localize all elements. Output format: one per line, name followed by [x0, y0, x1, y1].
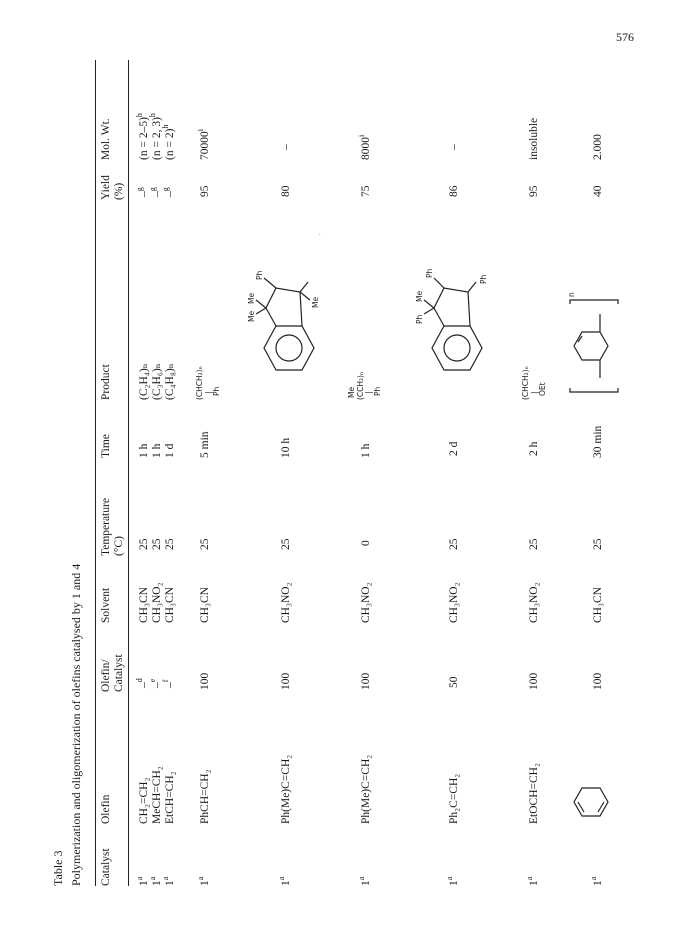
- row5-product: (CHCH₂)ₙ | OEt: [521, 366, 548, 400]
- header-olefin: Olefin: [100, 794, 112, 824]
- row0-temperature: 25 25 25: [138, 538, 177, 550]
- row4-temperature: 25: [448, 538, 460, 550]
- row4-product-indane-structure: [412, 260, 504, 400]
- indane-ph-label-2: Ph: [479, 274, 488, 284]
- indane-me-label-2: Me: [247, 292, 256, 304]
- row0-solvent: CH₃CN CH₃NO₂ CH₃CN: [138, 582, 177, 623]
- row1-solvent: CH₃CN: [199, 587, 211, 623]
- row3-temperature: 0: [360, 540, 372, 546]
- row4-solvent: CH₃NO₂: [448, 582, 460, 623]
- row2-temperature: 25: [280, 538, 292, 550]
- header-product: Product: [100, 364, 112, 400]
- indane-ph-label: Ph: [255, 270, 264, 280]
- row3-time: 1 h: [360, 443, 372, 458]
- rotated-table: [52, 60, 632, 886]
- row1-catalyst: 1$^a$: [196, 876, 211, 886]
- row1-product: (CHCH₂)ₙ | Ph: [195, 366, 222, 400]
- row0-catalyst: 1$^a$ 1$^a$ 1$^a$: [135, 876, 177, 886]
- row1-temperature: 25: [199, 538, 211, 550]
- indane-ph-label-1: Ph: [415, 314, 424, 324]
- row4-ratio: 50: [448, 676, 460, 688]
- indane-ph-label-3: Ph: [425, 268, 434, 278]
- row3-molwt: 8000$^i$: [357, 134, 372, 160]
- row5-temperature: 25: [528, 538, 540, 550]
- row2-solvent: CH₃NO₂: [280, 582, 292, 623]
- row1-yield: 95: [199, 185, 211, 197]
- row2-ratio: 100: [280, 672, 292, 690]
- row1-molwt: 70000$^i$: [196, 129, 211, 160]
- row4-yield: 86: [448, 185, 460, 197]
- indane-me-label-1: Me: [247, 310, 256, 322]
- repeat-subscript: n: [567, 292, 576, 297]
- row6-catalyst: 1$^a$: [589, 876, 604, 886]
- row6-solvent: CH₃CN: [592, 587, 604, 623]
- row6-olefin-cyclohexadiene-structure: [568, 776, 616, 826]
- row1-ratio: 100: [199, 672, 211, 690]
- header-yield: Yield (%): [100, 175, 126, 200]
- row3-solvent: CH₃NO₂: [360, 582, 372, 623]
- row2-yield: 80: [280, 185, 292, 197]
- row0-olefin: CH₂=CH₂ MeCH=CH₂ EtCH=CH₂: [138, 766, 177, 824]
- header-molwt: Mol. Wt.: [100, 118, 112, 160]
- row2-olefin: Ph(Me)C=CH₂: [280, 754, 292, 824]
- row0-yield: –$^g$ –$^g$ –$^g$: [135, 187, 177, 197]
- header-rule: [128, 60, 129, 886]
- row4-molwt: –: [448, 144, 460, 150]
- row6-time: 30 min: [592, 425, 604, 458]
- row2-molwt: –: [280, 144, 292, 150]
- row4-olefin: Ph₂C=CH₂: [448, 773, 460, 824]
- row3-yield: 75: [360, 185, 372, 197]
- row0-product: (C₂H₄)ₙ (C₃H₆)ₙ (C₄H₈)ₙ: [138, 363, 177, 400]
- row4-catalyst: 1$^a$: [445, 876, 460, 886]
- row5-olefin: EtOCH=CH₂: [528, 763, 540, 824]
- row3-ratio: 100: [360, 672, 372, 690]
- scan-speck: ·: [318, 230, 322, 241]
- row5-catalyst: 1$^a$: [525, 876, 540, 886]
- indane-me-label: Me: [415, 290, 424, 302]
- row5-ratio: 100: [528, 672, 540, 690]
- table-label: Table 3: [51, 850, 65, 886]
- top-rule: [95, 60, 96, 886]
- row1-olefin: PhCH=CH₂: [199, 769, 211, 824]
- row6-molwt: 2.000: [592, 134, 604, 160]
- row5-yield: 95: [528, 185, 540, 197]
- row2-time: 10 h: [280, 437, 292, 458]
- row6-temperature: 25: [592, 538, 604, 550]
- page-number: 576: [616, 30, 634, 44]
- row6-ratio: 100: [592, 672, 604, 690]
- row1-time: 5 min: [199, 431, 211, 458]
- header-time: Time: [100, 434, 112, 458]
- row6-product-polycyclohexene-structure: [564, 286, 624, 396]
- row0-molwt: (n = 2–5)$^h$ (n = 2, 3)$^h$ (n = 2)$^h$: [135, 113, 177, 160]
- row4-time: 2 d: [448, 441, 460, 456]
- row2-product-indane-structure: [244, 260, 336, 400]
- header-ratio: Olefin/ Catalyst: [100, 654, 126, 692]
- row3-olefin: Ph(Me)C=CH₂: [360, 754, 372, 824]
- row5-time: 2 h: [528, 441, 540, 456]
- row2-catalyst: 1$^a$: [277, 876, 292, 886]
- indane-me-label-3: Me: [311, 296, 320, 308]
- row3-product: Me (CCH₂)ₙ | Ph: [347, 372, 382, 400]
- row3-catalyst: 1$^a$: [357, 876, 372, 886]
- header-temperature: Temperature (°C): [100, 498, 126, 556]
- table-caption: Polymerization and oligomerization of olefins catalysed by 1 and 4: [69, 563, 83, 886]
- row5-molwt: insoluble: [528, 117, 540, 160]
- header-solvent: Solvent: [100, 587, 112, 623]
- row0-time: 1 h 1 h 1 d: [138, 443, 177, 458]
- row0-ratio: –$^d$ –$^e$ –$^f$: [135, 678, 177, 688]
- row6-yield: 40: [592, 185, 604, 197]
- header-catalyst: Catalyst: [100, 848, 112, 886]
- row5-solvent: CH₃NO₂: [528, 582, 540, 623]
